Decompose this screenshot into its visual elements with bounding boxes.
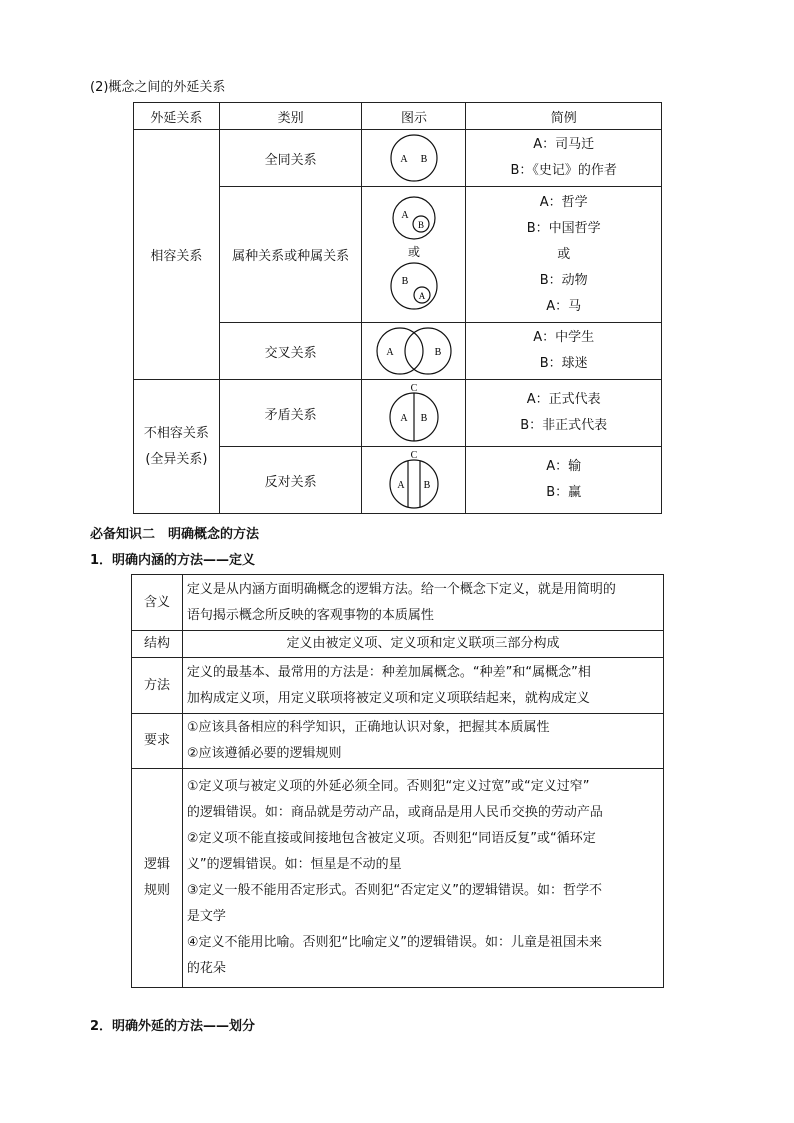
table-row <box>132 769 664 988</box>
header-diagram: 图示 <box>362 103 466 130</box>
table-row <box>134 130 662 187</box>
example-cell: A：哲学 B：中国哲学 或 B：动物 A：马 <box>466 187 662 323</box>
diagram-genus-species <box>362 187 466 323</box>
definition-table <box>131 574 664 988</box>
subtitle-division: 2．明确外延的方法——划分 <box>90 1019 256 1034</box>
row-label: 含义 <box>132 575 183 631</box>
diagram-intersection <box>362 323 466 380</box>
svg-text:A: A <box>397 480 405 491</box>
row-label: 结构 <box>132 631 183 658</box>
diagram-identity <box>362 130 466 187</box>
example-cell: A：输 B：赢 <box>466 447 662 514</box>
contrary-diagram-icon <box>364 449 464 511</box>
svg-text:B: B <box>420 413 428 424</box>
label-a: A <box>400 154 408 165</box>
row-content: 定义的最基本、最常用的方法是：种差加属概念。“种差”和“属概念”相 加构成定义项，用定义联项将被定义项和定义项联结起来，就构成定义 <box>182 658 663 714</box>
svg-text:B: B <box>401 275 409 287</box>
row-content: ①定义项与被定义项的外延必须全同。否则犯“定义过宽”或“定义过窄” 的逻辑错误。如：商品就是劳动产品，或商品是用人民币交换的劳动产品 ②定义项不能直接或间接地包含被定义项。否则犯“同语反复”或“循环定 义”的逻辑错误。如：恒星是不动的星 ③定义一般不能用否定形式。否则犯“否定定义”的逻辑错误。如：哲学不 是文学 ④定义不能用比喻。否则犯“比喻定义”的逻辑错误。如：儿童是祖国未来 的花朵 <box>182 769 663 988</box>
row-label: 逻辑 规则 <box>132 769 183 988</box>
table-row <box>132 658 664 714</box>
table-row <box>132 631 664 658</box>
subtitle-definition: 1．明确内涵的方法——定义 <box>90 553 256 568</box>
svg-text:A: A <box>401 209 409 221</box>
label-b: B <box>420 154 428 165</box>
example-cell: A：正式代表 B：非正式代表 <box>466 380 662 447</box>
table-row <box>132 575 664 631</box>
row-content: 定义是从内涵方面明确概念的逻辑方法。给一个概念下定义，就是用简明的 语句揭示概念所反映的客观事物的本质属性 <box>182 575 663 631</box>
intersection-diagram-icon <box>364 325 464 377</box>
svg-text:B: B <box>417 219 424 230</box>
identity-diagram-icon <box>364 132 464 184</box>
svg-text:A: A <box>386 347 394 358</box>
group-compatible: 相容关系 <box>134 130 220 380</box>
table-row <box>134 380 662 447</box>
svg-text:A: A <box>400 413 408 424</box>
svg-text:C: C <box>410 383 418 394</box>
category-cell: 属种关系或种属关系 <box>219 187 362 323</box>
category-cell: 矛盾关系 <box>219 380 362 447</box>
table-header-row <box>134 103 662 130</box>
contradictory-diagram-icon <box>364 382 464 444</box>
svg-text:B: B <box>423 480 431 491</box>
svg-text:C: C <box>410 450 418 461</box>
section-title-extension-relations: (2)概念之间的外延关系 <box>90 80 226 95</box>
extension-relations-table <box>133 102 662 514</box>
section-title-methods: 必备知识二 明确概念的方法 <box>90 527 260 542</box>
header-relation: 外延关系 <box>134 103 220 130</box>
diagram-contrary <box>362 447 466 514</box>
svg-text:A: A <box>418 290 426 301</box>
example-cell: A：中学生 B：球迷 <box>466 323 662 380</box>
diagram-contradictory <box>362 380 466 447</box>
row-content: ①应该具备相应的科学知识，正确地认识对象，把握其本质属性 ②应该遵循必要的逻辑规则 <box>182 714 663 769</box>
category-cell: 交叉关系 <box>219 323 362 380</box>
row-content: 定义由被定义项、定义项和定义联项三部分构成 <box>182 631 663 658</box>
category-cell: 全同关系 <box>219 130 362 187</box>
table-row <box>132 714 664 769</box>
svg-text:B: B <box>434 347 442 358</box>
row-label: 方法 <box>132 658 183 714</box>
header-category: 类别 <box>219 103 362 130</box>
header-example: 简例 <box>466 103 662 130</box>
genus-species-diagram-icon <box>364 194 464 316</box>
row-label: 要求 <box>132 714 183 769</box>
group-incompatible: 不相容关系 (全异关系) <box>134 380 220 514</box>
category-cell: 反对关系 <box>219 447 362 514</box>
example-cell: A：司马迁 B：《史记》的作者 <box>466 130 662 187</box>
or-label: 或 <box>407 244 420 259</box>
